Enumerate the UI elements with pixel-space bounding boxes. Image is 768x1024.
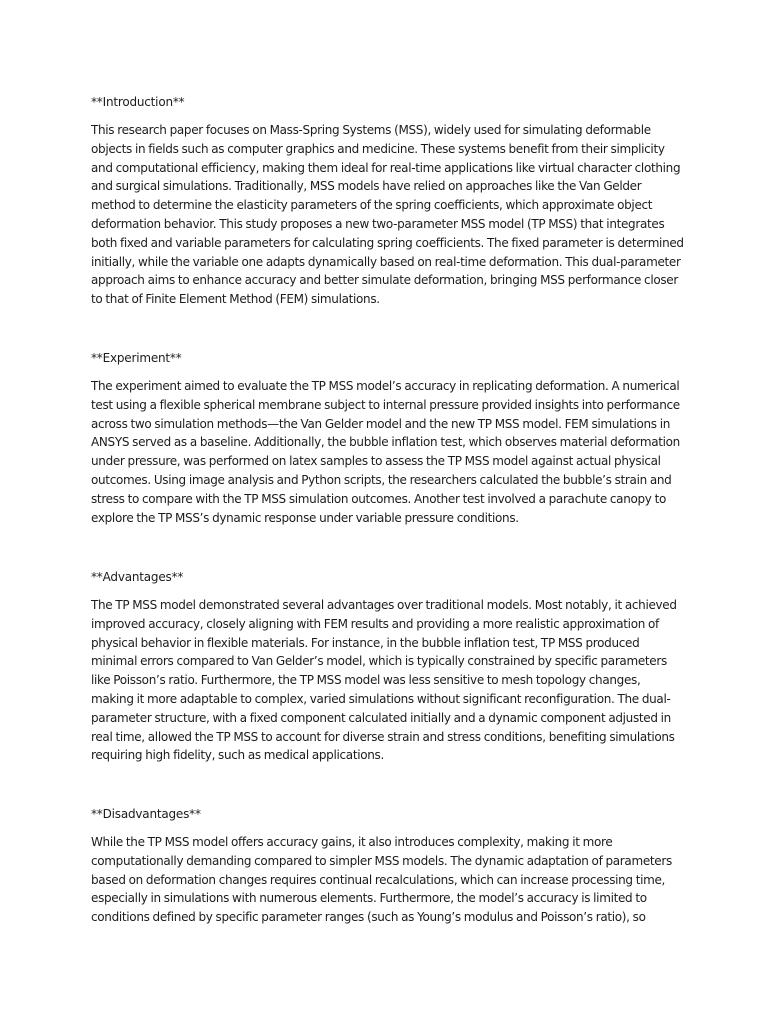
text-line: requiring high fidelity, such as medical applications. (91, 748, 384, 763)
text-line: stress to compare with the TP MSS simulation outcomes. Another test involved a parachute canopy to (91, 491, 666, 506)
text-line: especially in simulations with numerous elements. Furthermore, the model’s accuracy is limited to (91, 891, 647, 906)
text-line: parameter structure, with a fixed component calculated initially and a dynamic component adjusted in (91, 710, 671, 725)
section-heading-experiment: **Experiment** (91, 351, 182, 365)
text-line: to that of Finite Element Method (FEM) simulations. (91, 292, 380, 307)
text-line: based on deformation changes requires continual recalculations, which can increase processing time, (91, 872, 666, 887)
text-line: making it more adaptable to complex, varied simulations without significant reconfiguration. The dual- (91, 691, 671, 706)
text-line: deformation behavior. This study proposes a new two-parameter MSS model (TP MSS) that integrates (91, 216, 665, 231)
text-line: approach aims to enhance accuracy and better simulate deformation, bringing MSS performance closer (91, 273, 678, 288)
text-line: method to determine the elasticity parameters of the spring coefficients, which approximate object (91, 198, 653, 213)
text-line: minimal errors compared to Van Gelder’s model, which is typically constrained by specific parameters (91, 654, 667, 669)
text-line: initially, while the variable one adapts dynamically based on real-time deformation. This dual-parameter (91, 254, 681, 269)
text-line: computationally demanding compared to simpler MSS models. The dynamic adaptation of parameters (91, 853, 672, 868)
text-line: outcomes. Using image analysis and Python scripts, the researchers calculated the bubble’s strain and (91, 472, 672, 487)
section-heading-introduction: **Introduction** (91, 95, 185, 109)
text-line: real time, allowed the TP MSS to account for diverse strain and stress conditions, benefiting simulations (91, 729, 675, 744)
text-line: explore the TP MSS’s dynamic response under variable pressure conditions. (91, 510, 519, 525)
text-line: objects in fields such as computer graphics and medicine. These systems benefit from their simplicity (91, 141, 665, 156)
text-line: While the TP MSS model offers accuracy gains, it also introduces complexity, making it more (91, 835, 613, 849)
text-line: under pressure, was performed on latex samples to assess the TP MSS model against actual physical (91, 454, 661, 469)
text-line: The TP MSS model demonstrated several advantages over traditional models. Most notably, it achieved (91, 598, 677, 612)
text-line: test using a flexible spherical membrane subject to internal pressure provided insights into performance (91, 397, 680, 412)
text-line: This research paper focuses on Mass-Spring Systems (MSS), widely used for simulating deformable (91, 123, 651, 137)
text-line: both fixed and variable parameters for calculating spring coefficients. The fixed parameter is determined (91, 235, 684, 250)
text-line: like Poisson’s ratio. Furthermore, the TP MSS model was less sensitive to mesh topology changes, (91, 673, 641, 688)
paragraph-disadvantages (91, 833, 681, 927)
paragraph-advantages (91, 596, 681, 765)
paragraph-introduction (91, 121, 684, 309)
text-line: across two simulation methods—the Van Gelder model and the new TP MSS model. FEM simulations in (91, 416, 671, 431)
paragraph-experiment (91, 377, 681, 527)
text-line: The experiment aimed to evaluate the TP MSS model’s accuracy in replicating deformation. A numerical (91, 379, 680, 393)
section-heading-disadvantages: **Disadvantages** (91, 807, 201, 821)
text-line: and surgical simulations. Traditionally, MSS models have relied on approaches like the Van Gelder (91, 179, 642, 194)
text-line: physical behavior in flexible materials. For instance, in the bubble inflation test, TP MSS produced (91, 635, 640, 650)
text-line: conditions defined by specific parameter ranges (such as Young’s modulus and Poisson’s ratio), so (91, 910, 646, 925)
section-heading-advantages: **Advantages** (91, 570, 184, 584)
text-line: ANSYS served as a baseline. Additionally, the bubble inflation test, which observes material deformation (91, 435, 680, 450)
text-line: improved accuracy, closely aligning with FEM results and providing a more realistic approximation of (91, 616, 659, 631)
text-line: and computational efficiency, making them ideal for real-time applications like virtual character clothing (91, 160, 681, 175)
